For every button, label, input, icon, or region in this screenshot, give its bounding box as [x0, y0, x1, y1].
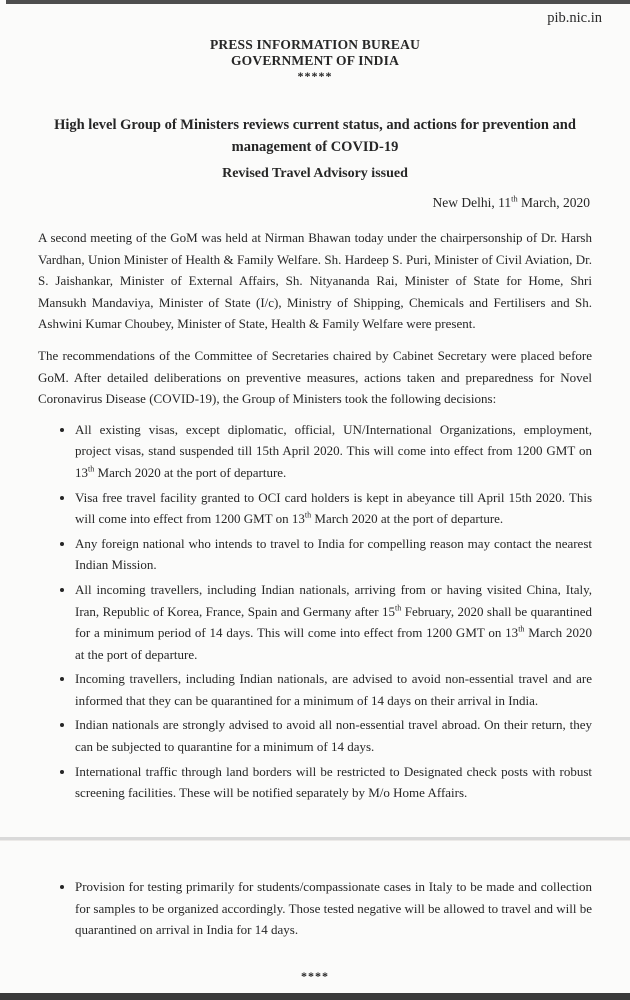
bullet-item: • Indian nationals are strongly advised to avoid all non-essential travel abroad. On their return, they can be subjected to quarantine for a minimum of 14 days.	[75, 714, 592, 757]
bullet-item: • Incoming travellers, including Indian nationals, are advised to avoid non-essential travel and are informed that they can be quarantined for a minimum of 14 days on their arrival in India.	[75, 668, 592, 711]
footer-stars-separator: ****	[301, 969, 329, 983]
addendum-list	[38, 876, 592, 941]
bullet-item: • All existing visas, except diplomatic, official, UN/International Organizations, employment, project visas, stand suspended till 15th April 2020. This will come into effect from 1200 GMT on 13th March 2020 at the port of departure.	[75, 419, 592, 484]
document-body	[38, 227, 592, 807]
bullet-item: • Visa free travel facility granted to OCI card holders is kept in abeyance till April 15th 2020. This will come into effect from 1200 GMT on 13th March 2020 at the port of departure.	[75, 487, 592, 530]
recommendations-paragraph: The recommendations of the Committee of Secretaries chaired by Cabinet Secretary were placed before GoM. After detailed deliberations on preventive measures, actions taken and preparedness for Novel Coronavirus Disease (COVID-19), the Group of Ministers took the following decisions:	[38, 347, 592, 407]
site-url: pib.nic.in	[547, 10, 602, 26]
org-bureau-line: PRESS INFORMATION BUREAU	[209, 37, 421, 52]
bullet-item: • Provision for testing primarily for students/compassionate cases in Italy to be made and collection for samples to be organized accordingly. Those tested negative will be allowed to travel and will be quarantined on arrival in India for 14 days.	[75, 876, 592, 941]
org-government-line: GOVERNMENT OF INDIA	[230, 53, 400, 68]
org-header	[0, 37, 630, 83]
org-stars-separator: *****	[297, 69, 333, 83]
page-title: High level Group of Ministers reviews current status, and actions for prevention and management of COVID-19	[54, 117, 576, 155]
scan-artifact-top-bar	[6, 0, 630, 4]
scan-artifact-bottom-bar	[0, 993, 630, 1000]
bullet-item: • Any foreign national who intends to travel to India for compelling reason may contact the nearest Indian Mission.	[75, 533, 592, 576]
page-subtitle: Revised Travel Advisory issued	[222, 166, 408, 181]
bullet-item: • All incoming travellers, including Indian nationals, arriving from or having visited China, Italy, Iran, Republic of Korea, France, Spain and Germany after 15th February, 2020 shall be quarantined for a minimum period of 14 days. This will come into effect from 1200 GMT on 13th March 2020 at the port of departure.	[75, 579, 592, 665]
addendum-section	[38, 876, 592, 944]
decisions-list	[38, 419, 592, 804]
bullet-item: • International traffic through land borders will be restricted to Designated check posts with robust screening facilities. These will be notified separately by M/o Home Affairs.	[75, 761, 592, 804]
dateline: New Delhi, 11th March, 2020	[432, 194, 590, 210]
page-break-separator	[0, 837, 630, 841]
intro-paragraph: A second meeting of the GoM was held at Nirman Bhawan today under the chairpersonship of Dr. Harsh Vardhan, Union Minister of Health & Family Welfare. Sh. Hardeep S. Puri, Minister of Civil Aviation, Dr. S. Jaishankar, Minister of External Affairs, Sh. Nityananda Rai, Minister of State for Home, Shri Mansukh Mandaviya, Minister of State (I/c), Ministry of Shipping, Chemicals and Fertilisers and Sh. Ashwini Kumar Choubey, Minister of State, Health & Family Welfare were present.	[38, 230, 592, 332]
